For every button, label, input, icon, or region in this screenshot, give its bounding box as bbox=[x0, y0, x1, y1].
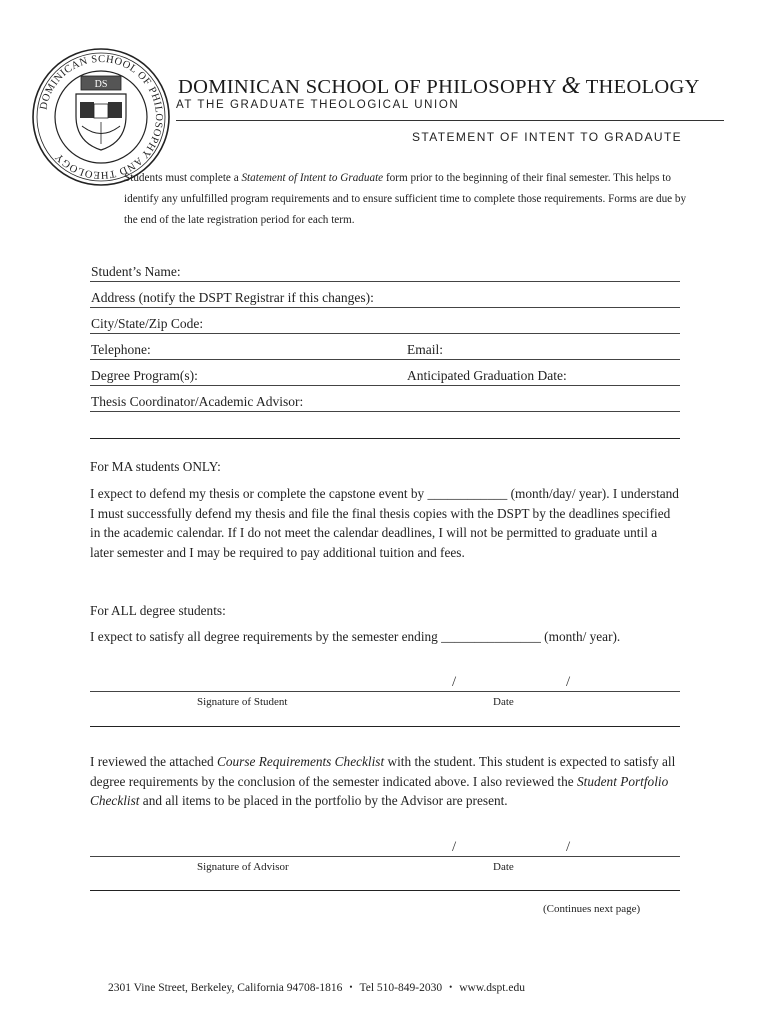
ma-section-heading: For MA students ONLY: bbox=[90, 459, 221, 474]
advisor-text-2: with the student. This student is expected to satisfy all degree requirements by the conclusion of the semester indicated above. I also reviewed the bbox=[90, 754, 676, 789]
date-slash: / bbox=[566, 674, 571, 690]
footer-contact bbox=[108, 982, 525, 994]
advisor-statement bbox=[90, 752, 682, 811]
section-divider bbox=[90, 890, 680, 891]
date-slash: / bbox=[452, 674, 457, 690]
intro-paragraph bbox=[124, 168, 688, 231]
school-name-part2: THEOLOGY bbox=[585, 76, 700, 98]
seal-ring-text: DOMINICAN SCHOOL OF PHILOSOPHY AND THEOLOGY bbox=[38, 53, 165, 181]
header-divider bbox=[176, 120, 724, 121]
field-underline bbox=[90, 359, 680, 360]
ampersand: & bbox=[561, 73, 581, 99]
advisor-signature-caption: Signature of Advisor bbox=[197, 861, 289, 873]
footer-address: 2301 Vine Street, Berkeley, California 94708-1816 bbox=[108, 982, 343, 994]
course-checklist-name: Course Requirements Checklist bbox=[217, 754, 385, 769]
field-underline bbox=[90, 411, 680, 412]
school-subtitle: AT THE GRADUATE THEOLOGICAL UNION bbox=[176, 99, 460, 111]
field-underline bbox=[90, 333, 680, 334]
advisor-text-1: I reviewed the attached bbox=[90, 754, 217, 769]
intro-text-end: form prior to the beginning of their final semester. This helps to identify any unfulfilled program requirements and to ensure sufficient time to complete those requirements. Forms are due by the end of the late registration period for each term. bbox=[124, 172, 687, 226]
city-state-zip-field[interactable] bbox=[90, 312, 680, 334]
thesis-coordinator-field[interactable] bbox=[90, 390, 680, 412]
intro-text-start: Students must complete a bbox=[124, 172, 242, 184]
school-seal-logo bbox=[30, 46, 172, 188]
telephone-label[interactable]: Telephone: bbox=[91, 342, 151, 357]
all-section-heading: For ALL degree students: bbox=[90, 603, 226, 618]
svg-text:DOMINICAN SCHOOL OF PHILOSOPHY bbox=[38, 54, 164, 180]
student-signature-caption: Signature of Student bbox=[197, 696, 288, 708]
ma-section-paragraph: I expect to defend my thesis or complete the capstone event by ____________ (month/day/ year). I understand I must successfully defend my thesis and file the final thesis copies with the DSPT by the deadlines specified in the academic calendar. If I do not meet the calendar deadlines, I will not be permitted to graduate until a later semester and I may be required to pay additional tuition and fees. bbox=[90, 486, 679, 560]
student-name-label: Student’s Name: bbox=[91, 264, 181, 279]
anticipated-graduation-label[interactable]: Anticipated Graduation Date: bbox=[407, 368, 567, 383]
section-divider bbox=[90, 726, 680, 727]
telephone-email-row bbox=[90, 338, 680, 360]
school-name-heading bbox=[178, 73, 700, 100]
student-date-caption: Date bbox=[493, 696, 514, 708]
form-title: STATEMENT OF INTENT TO GRADAUTE bbox=[412, 130, 683, 144]
footer-website[interactable]: www.dspt.edu bbox=[459, 982, 525, 994]
section-divider bbox=[90, 438, 680, 439]
advisor-date-caption: Date bbox=[493, 861, 514, 873]
address-label: Address (notify the DSPT Registrar if this changes): bbox=[91, 290, 374, 305]
field-underline bbox=[90, 385, 680, 386]
student-signature-line[interactable] bbox=[90, 691, 680, 692]
footer-phone: Tel 510-849-2030 bbox=[359, 982, 443, 994]
email-label[interactable]: Email: bbox=[407, 342, 443, 357]
continues-note: (Continues next page) bbox=[543, 903, 641, 915]
degree-graduation-row bbox=[90, 364, 680, 386]
all-section-paragraph: I expect to satisfy all degree requirements by the semester ending _______________ (month/ year). bbox=[90, 629, 621, 644]
advisor-text-3: and all items to be placed in the portfolio by the Advisor are present. bbox=[139, 793, 508, 809]
school-name-part1: DOMINICAN SCHOOL OF PHILOSOPHY bbox=[178, 76, 557, 98]
bullet-separator: • bbox=[449, 982, 453, 992]
degree-programs-label[interactable]: Degree Program(s): bbox=[91, 368, 198, 383]
thesis-coordinator-label: Thesis Coordinator/Academic Advisor: bbox=[91, 394, 304, 409]
portfolio-checklist-name: Student Portfolio Checklist bbox=[90, 773, 669, 809]
student-name-field[interactable] bbox=[90, 260, 680, 282]
date-slash: / bbox=[566, 839, 571, 855]
date-slash: / bbox=[452, 839, 457, 855]
seal-monogram: DS bbox=[94, 79, 108, 90]
city-state-zip-label: City/State/Zip Code: bbox=[91, 316, 204, 331]
address-field[interactable] bbox=[90, 286, 680, 308]
bullet-separator: • bbox=[349, 982, 353, 992]
intro-form-name: Statement of Intent to Graduate bbox=[241, 172, 384, 184]
advisor-signature-line[interactable] bbox=[90, 856, 680, 857]
field-underline bbox=[90, 307, 680, 308]
field-underline bbox=[90, 281, 680, 282]
